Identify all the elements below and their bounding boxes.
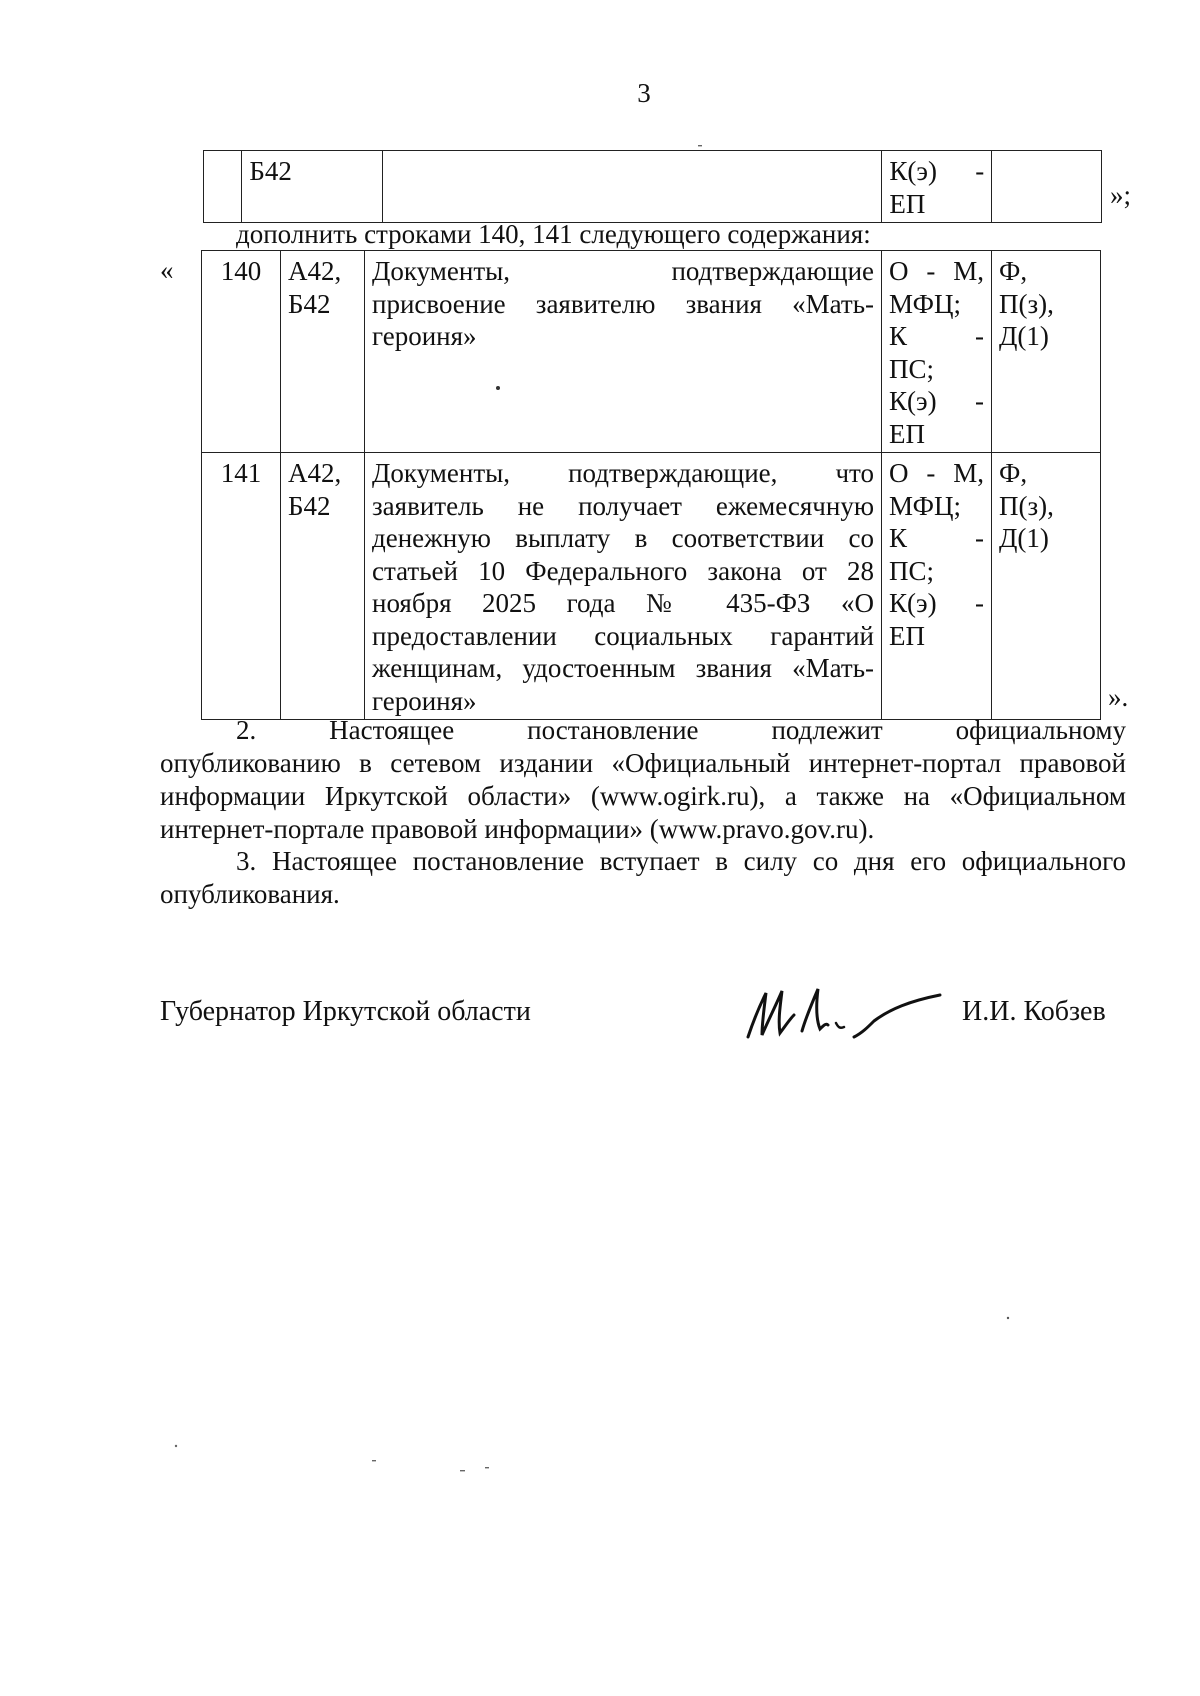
table-cell-code: Б42 [242,151,383,223]
cell-line: А42, [288,458,342,488]
cell-line: ПС; [889,555,935,586]
desc-line: героиня» [372,321,477,351]
signatory-position: Губернатор Иркутской области [160,996,531,1027]
row-number: 141 [202,453,281,720]
cell-line: Б42 [288,288,331,319]
paragraph-3-line: 3. Настоящее постановление вступает в силу со дня его официального [236,846,1126,876]
cell-line: ЕП [889,620,925,651]
closing-quote: »; [1110,180,1132,210]
cell-line: ПС; [889,353,935,384]
intro-line: дополнить строками 140, 141 следующего содержания: [236,219,871,249]
cell-line: ЕП [889,188,926,219]
cell-line: К - [889,523,984,553]
desc-line: заявитель не получает ежемесячную [372,490,874,521]
cell-line: П(з), [999,288,1054,319]
desc-line: женщинам, удостоенным звания «Мать- [372,653,874,683]
signatory-name: И.И. Кобзев [962,996,1106,1027]
paragraph-3-line: опубликования. [160,879,340,909]
cell-line: Д(1) [999,523,1049,553]
desc-line: присвоение заявителю звания «Мать- [372,288,874,319]
desc-line: предоставлении социальных гарантий [372,620,874,651]
cell-line: П(з), [999,490,1054,521]
cell-line: А42, [288,256,342,286]
desc-line: денежную выплату в соответствии со [372,523,874,553]
cell-line: Ф, [999,458,1028,488]
paragraph-2-line: интернет-портале правовой информации» (www.pravo.gov.ru). [160,814,875,844]
page-number: 3 [637,78,651,108]
closing-quote: ». [1108,682,1129,712]
cell-line: К(э) - [889,156,985,186]
cell-line: МФЦ; [889,288,961,319]
cell-line: К(э) - [889,386,984,416]
cell-line: О - М, [889,458,984,488]
desc-line: статьей 10 Федерального закона от 28 [372,555,874,586]
cell-line: МФЦ; [889,490,961,521]
cell-line: Д(1) [999,321,1049,351]
row-number: 140 [202,251,281,453]
cell-line: О - М, [889,256,984,286]
paragraph-2-line: информации Иркутской области» (www.ogirk.ru), а также на «Официальном [160,781,1126,811]
cell-line: Ф, [999,256,1028,286]
cell-line: ЕП [889,418,925,449]
desc-line: Документы, подтверждающие, что [372,458,874,488]
paragraph-2-line: 2. Настоящее постановление подлежит официальному [236,715,1126,745]
desc-line: героиня» [372,685,477,716]
cell-line: К(э) - [889,588,984,618]
desc-line: ноября 2025 года № 435-ФЗ «О [372,588,874,618]
desc-line: Документы, подтверждающие [372,256,874,286]
opening-quote: « [160,255,174,285]
cell-line: К - [889,321,984,351]
cell-line: Б42 [288,490,331,521]
paragraph-2-line: опубликованию в сетевом издании «Официальный интернет-портал правовой [160,748,1126,778]
